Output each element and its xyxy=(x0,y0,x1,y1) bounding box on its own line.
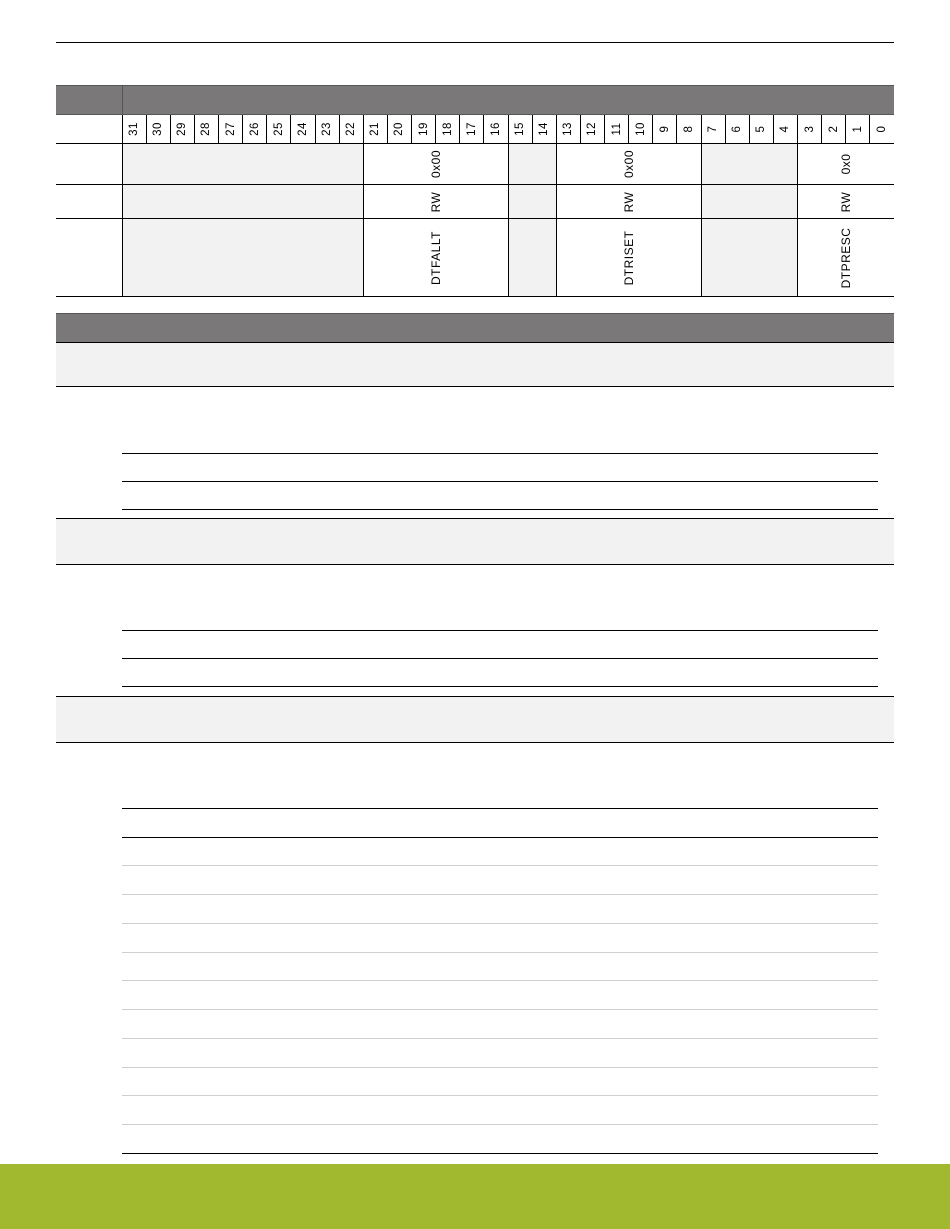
bit-26: 26 xyxy=(243,115,267,144)
enum-table-rule xyxy=(122,1038,878,1039)
bit-number-row xyxy=(56,115,894,144)
description-detail-3 xyxy=(56,743,894,1164)
dtfallt-name: DTFALLT xyxy=(363,219,508,297)
bit-8: 8 xyxy=(677,115,701,144)
bit-29: 29 xyxy=(170,115,194,144)
bit-15: 15 xyxy=(508,115,532,144)
description-field-row-3 xyxy=(56,696,894,743)
enum-table-rule xyxy=(122,481,878,482)
access-label-cell xyxy=(56,185,122,219)
reserved-15-14-reset xyxy=(508,144,556,185)
enum-table-rule xyxy=(122,923,878,924)
enum-table-rule xyxy=(122,865,878,866)
reset-label-cell xyxy=(56,144,122,185)
dtriset-name: DTRISET xyxy=(556,219,701,297)
bit-31: 31 xyxy=(122,115,146,144)
description-header-row xyxy=(56,313,894,342)
header-label-cell xyxy=(56,86,122,115)
description-field-row-2 xyxy=(56,518,894,565)
page-top-rule xyxy=(56,42,894,43)
field-name-row xyxy=(56,219,894,297)
dtriset-reset: 0x00 xyxy=(556,144,701,185)
bit-27: 27 xyxy=(219,115,243,144)
bit-12: 12 xyxy=(580,115,604,144)
bit-20: 20 xyxy=(387,115,411,144)
header-fields-cell xyxy=(122,86,894,115)
enum-table-rule xyxy=(122,453,878,454)
page-footer-band xyxy=(0,1164,950,1229)
reserved-7-4-name xyxy=(701,219,798,297)
bit-9: 9 xyxy=(653,115,677,144)
enum-table-rule xyxy=(122,894,878,895)
bit-3: 3 xyxy=(798,115,822,144)
description-field-row-1 xyxy=(56,342,894,387)
bit-2: 2 xyxy=(822,115,846,144)
register-bitmap-table xyxy=(56,85,894,297)
reserved-31-22-access xyxy=(122,185,363,219)
bit-28: 28 xyxy=(194,115,218,144)
enum-table-rule xyxy=(122,1153,878,1154)
bitmap-header-row xyxy=(56,86,894,115)
name-label-cell xyxy=(56,219,122,297)
bit-23: 23 xyxy=(315,115,339,144)
enum-table-rule xyxy=(122,509,878,510)
reserved-31-22-reset xyxy=(122,144,363,185)
enum-table-rule xyxy=(122,1124,878,1125)
bit-24: 24 xyxy=(291,115,315,144)
bit-21: 21 xyxy=(363,115,387,144)
bit-10: 10 xyxy=(629,115,653,144)
enum-table-rule xyxy=(122,686,878,687)
enum-table-rule xyxy=(122,630,878,631)
bit-13: 13 xyxy=(556,115,580,144)
bit-17: 17 xyxy=(460,115,484,144)
bit-18: 18 xyxy=(436,115,460,144)
description-detail-2 xyxy=(56,565,894,696)
enum-table-rule xyxy=(122,1067,878,1068)
bit-0: 0 xyxy=(870,115,894,144)
reserved-7-4-reset xyxy=(701,144,798,185)
enum-table-rule xyxy=(122,952,878,953)
bit-14: 14 xyxy=(532,115,556,144)
dtriset-access: RW xyxy=(556,185,701,219)
bit-4: 4 xyxy=(773,115,797,144)
enum-table-rule xyxy=(122,808,878,809)
enum-table-rule xyxy=(122,1009,878,1010)
enum-table-rule xyxy=(122,658,878,659)
bit-16: 16 xyxy=(484,115,508,144)
dtpresc-reset: 0x0 xyxy=(798,144,895,185)
bit-30: 30 xyxy=(146,115,170,144)
bit-1: 1 xyxy=(846,115,870,144)
enum-table-rule xyxy=(122,980,878,981)
description-detail-1 xyxy=(56,387,894,518)
bit-label-cell xyxy=(56,115,122,144)
enum-table-rule xyxy=(122,1095,878,1096)
bit-7: 7 xyxy=(701,115,725,144)
dtpresc-access: RW xyxy=(798,185,895,219)
bit-22: 22 xyxy=(339,115,363,144)
dtpresc-name: DTPRESC xyxy=(798,219,895,297)
bit-19: 19 xyxy=(412,115,436,144)
field-description-table xyxy=(56,313,894,1164)
reset-row xyxy=(56,144,894,185)
bit-11: 11 xyxy=(605,115,629,144)
reserved-15-14-name xyxy=(508,219,556,297)
bit-5: 5 xyxy=(749,115,773,144)
bit-25: 25 xyxy=(267,115,291,144)
dtfallt-access: RW xyxy=(363,185,508,219)
reserved-7-4-access xyxy=(701,185,798,219)
reserved-31-22-name xyxy=(122,219,363,297)
access-row xyxy=(56,185,894,219)
reserved-15-14-access xyxy=(508,185,556,219)
bit-6: 6 xyxy=(725,115,749,144)
dtfallt-reset: 0x00 xyxy=(363,144,508,185)
enum-table-rule xyxy=(122,837,878,838)
